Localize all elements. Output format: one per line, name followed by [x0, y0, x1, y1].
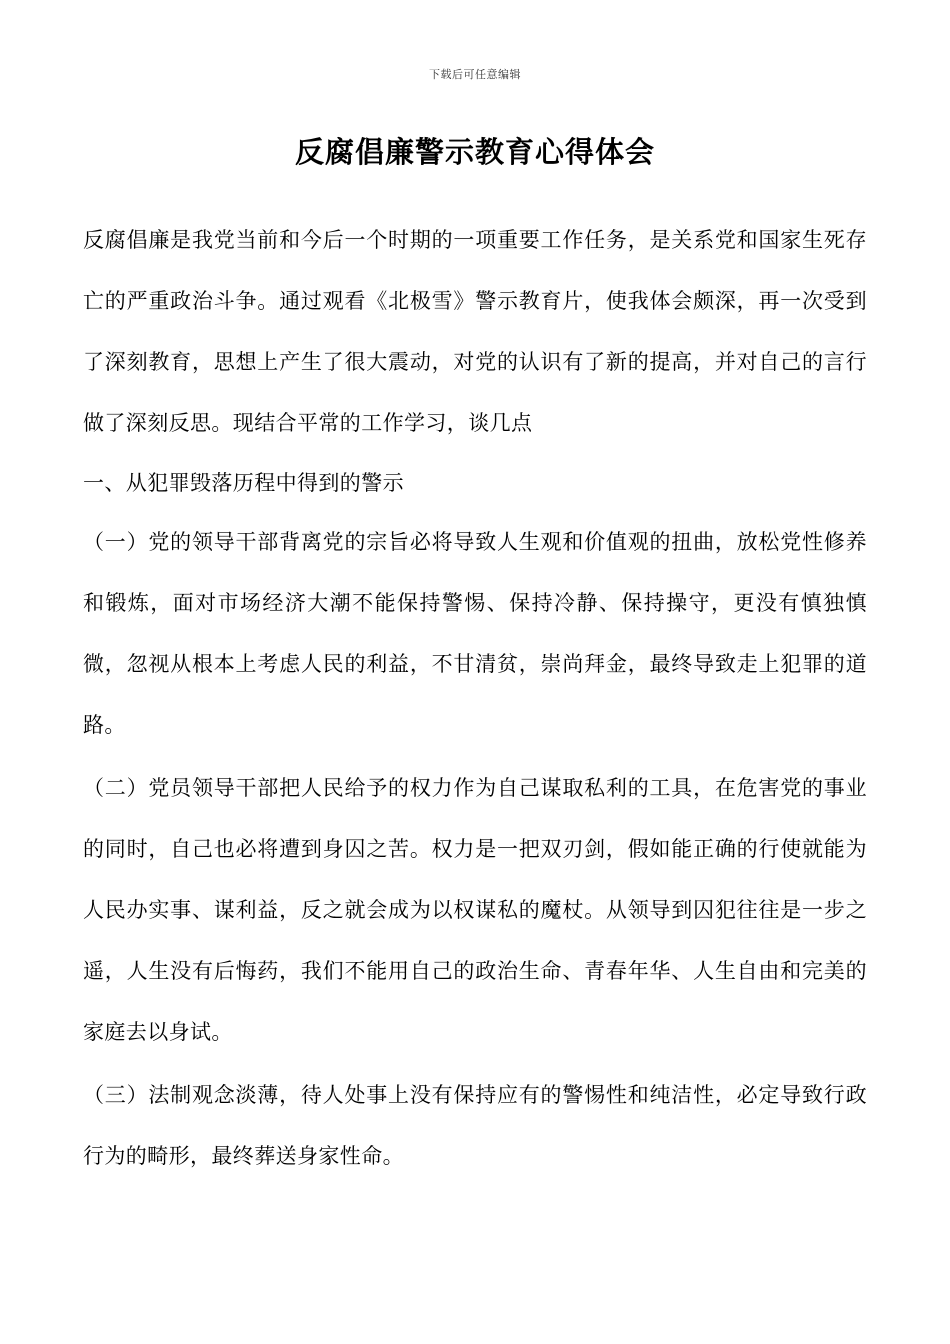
section-heading-1: 一、从犯罪毁落历程中得到的警示	[83, 471, 404, 495]
header-note: 下载后可任意编辑	[429, 68, 521, 81]
point-paragraph-1: （一）党的领导干部背离党的宗旨必将导致人生观和价值观的扭曲，放松党性修养和锻炼，面对市场经济大潮不能保持警惕、保持冷静、保持操守，更没有慎独慎微，忽视从根本上考虑人民的利益，不甘清贫，崇尚拜金，最终导致走上犯罪的道路。	[83, 530, 867, 737]
point-paragraph-2: （二）党员领导干部把人民给予的权力作为自己谋取私利的工具，在危害党的事业的同时，自己也必将遭到身囚之苦。权力是一把双刃剑，假如能正确的行使就能为人民办实事、谋利益，反之就会成为以权谋私的魔杖。从领导到囚犯往往是一步之遥，人生没有后悔药，我们不能用自己的政治生命、青春年华、人生自由和完美的家庭去以身试。	[83, 776, 867, 1044]
document-title: 反腐倡廉警示教育心得体会	[294, 135, 655, 169]
intro-paragraph: 反腐倡廉是我党当前和今后一个时期的一项重要工作任务，是关系党和国家生死存亡的严重政治斗争。通过观看《北极雪》警示教育片，使我体会颇深，再一次受到了深刻教育，思想上产生了很大震动，对党的认识有了新的提高，并对自己的言行做了深刻反思。现结合平常的工作学习，谈几点	[83, 228, 867, 435]
point-paragraph-3: （三）法制观念淡薄，待人处事上没有保持应有的警惕性和纯洁性，必定导致行政行为的畸形，最终葬送身家性命。	[83, 1083, 867, 1168]
document-body	[83, 210, 867, 1189]
